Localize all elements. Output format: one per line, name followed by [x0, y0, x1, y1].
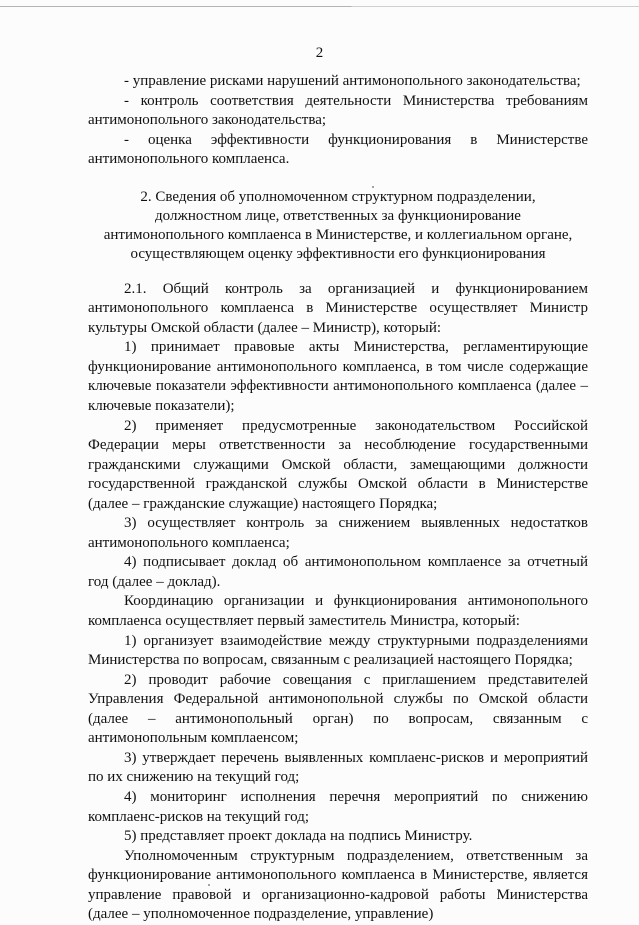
scan-speck	[208, 884, 210, 886]
paragraph: Координацию организации и функционирования антимонопольного комплаенса осуществляет первый заместитель Министра, который:	[88, 593, 588, 630]
paragraph: 1) организует взаимодействие между структурными подразделениями Министерства по вопросам, связанным с реализацией настоящего Порядка;	[88, 632, 588, 669]
paragraph: 4) подписывает доклад об антимонопольном комплаенсе за отчетный год (далее – доклад).	[88, 554, 588, 590]
paragraph: 5) представляет проект доклада на подпись Министру.	[124, 828, 473, 845]
paragraph: 2.1. Общий контроль за организацией и функционированием антимонопольного комплаенса в Министерстве осуществляет Министр культуры Омской области (далее – Министр), который:	[88, 280, 588, 336]
page-number: 2	[315, 45, 324, 61]
intro-item: - управление рисками нарушений антимонопольного законодательства;	[124, 73, 581, 89]
scan-top-edge	[0, 6, 639, 7]
intro-item: - оценка эффективности функционирования в Министерстве антимонопольного комплаенса.	[88, 131, 588, 168]
paragraph: 3) утверждает перечень выявленных комплаенс-рисков и мероприятий по их снижению на текущий год;	[88, 749, 588, 786]
paragraph: 3) осуществляет контроль за снижением выявленных недостатков антимонопольного комплаенса;	[88, 515, 588, 551]
paragraph: Уполномоченным структурным подразделением, ответственным за функционирование антимонопольного комплаенса в Министерстве, является управление правовой и организационно-кадровой работы Министерства (далее – уполномоченное подразделение, управление)	[88, 847, 588, 923]
paragraph: 2) проводит рабочие совещания с приглашением представителей Управления Федеральной антимонопольной службы по Омской области (далее – антимонопольный орган) по вопросам, связанным с антимонопольным комплаенсом;	[88, 671, 588, 747]
intro-item: - контроль соответствия деятельности Министерства требованиям антимонопольного законодательства;	[88, 92, 588, 129]
scan-speck	[372, 186, 374, 188]
paragraph: 1) принимает правовые акты Министерства, регламентирующие функционирование антимонопольного комплаенса, в том числе содержащие ключевые показатели эффективности антимонопольного комплаенса (далее – ключевые показатели);	[88, 339, 588, 415]
section-heading: 2. Сведения об уполномоченном структурном подразделении, должностном лице, ответственных за функционирование антимонопольного комплаенса в Министерстве, и коллегиальном органе, осуществляющем оценку эффективности его функционирования	[103, 188, 573, 262]
paragraph: 4) мониторинг исполнения перечня мероприятий по снижению комплаенс-рисков на текущий год;	[88, 788, 588, 825]
document-body	[88, 72, 588, 925]
paragraph: 2) применяет предусмотренные законодательством Российской Федерации меры ответственности за несоблюдение государственными гражданскими служащими Омской области, замещающими должности государственной гражданской службы Омской области в Министерстве (далее – гражданские служащие) настоящего Порядка;	[88, 417, 588, 512]
